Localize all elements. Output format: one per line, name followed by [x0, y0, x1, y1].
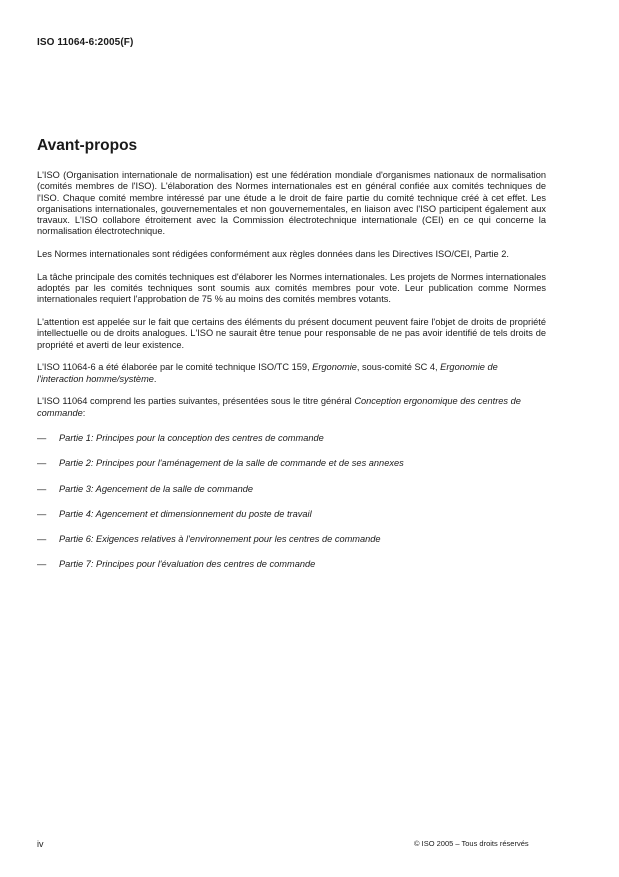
dash-bullet: —	[37, 458, 47, 469]
list-item	[37, 509, 546, 520]
paragraph-directives: Les Normes internationales sont rédigées conformément aux règles données dans les Directives ISO/CEI, Partie 2.	[37, 249, 509, 260]
dash-bullet: —	[37, 534, 47, 545]
list-item	[37, 484, 546, 495]
list-item-text: Partie 7: Principes pour l'évaluation des centres de commande	[59, 559, 316, 570]
list-item	[37, 559, 546, 570]
section-title: Avant-propos	[37, 137, 138, 154]
text: L'ISO 11064 comprend les parties suivantes, présentées sous le titre général	[37, 396, 355, 407]
copyright-notice: © ISO 2005 – Tous droits réservés	[414, 839, 529, 848]
paragraph-technical-committees: La tâche principale des comités techniques est d'élaborer les Normes internationales. Les projets de Normes internationales adoptés par les comités techniques sont soumis aux comités membres pour vote. Leur publication comme Normes internationales requiert l'approbation de 75 % au moins des comités membres votants.	[37, 271, 546, 305]
committee-name: Ergonomie	[312, 362, 357, 373]
text: , sous-comité SC 4,	[356, 362, 441, 373]
paragraph-patent-rights: L'attention est appelée sur le fait que certains des éléments du présent document peuvent faire l'objet de droits de propriété intellectuelle ou de droits analogues. L'ISO ne saurait être tenue pour responsable de ne pas avoir identifié de tels droits de propriété et averti de leur existence.	[37, 317, 546, 350]
text: :	[82, 407, 86, 418]
text: L'ISO 11064-6 a été élaborée par le comité technique ISO/TC 159,	[37, 362, 313, 373]
subcommittee-name: Ergonomie de l'interaction homme/système	[37, 362, 498, 384]
list-item	[37, 534, 546, 545]
dash-bullet: —	[37, 508, 47, 519]
list-item-text: Partie 2: Principes pour l'aménagement de la salle de commande et de ses annexes	[59, 458, 404, 469]
dash-bullet: —	[37, 483, 47, 494]
foreword-body	[37, 170, 546, 585]
list-item-text: Partie 1: Principes pour la conception des centres de commande	[59, 433, 324, 443]
paragraph-iso-organisation: L'ISO (Organisation internationale de normalisation) est une fédération mondiale d'organismes nationaux de normalisation (comités membres de l'ISO). L'élaboration des Normes internationales est en général confiée aux comités techniques de l'ISO. Chaque comité membre intéressé par une étude a le droit de faire partie du comité technique créé à cet effet. Les organisations internationales, gouvernementales et non gouvernementales, en liaison avec l'ISO participent également aux travaux. L'ISO collabore étroitement avec la Commission électrotechnique internationale (CEI) en ce qui concerne la normalisation électrotechnique.	[37, 170, 546, 237]
paragraph-parts-intro	[37, 396, 546, 419]
dash-bullet: —	[37, 433, 47, 443]
paragraph-prepared-by	[37, 362, 546, 385]
parts-list	[37, 433, 546, 570]
list-item-text: Partie 6: Exigences relatives à l'environnement pour les centres de commande	[59, 534, 381, 545]
list-item-text: Partie 3: Agencement de la salle de commande	[59, 483, 254, 494]
page-number: iv	[37, 839, 44, 849]
list-item-text: Partie 4: Agencement et dimensionnement du poste de travail	[59, 508, 312, 519]
general-title: Conception ergonomique des centres de commande	[37, 396, 521, 418]
list-item	[37, 433, 546, 444]
list-item	[37, 458, 546, 469]
dash-bullet: —	[37, 559, 47, 570]
text: .	[153, 373, 157, 384]
document-code: ISO 11064-6:2005(F)	[37, 37, 134, 48]
